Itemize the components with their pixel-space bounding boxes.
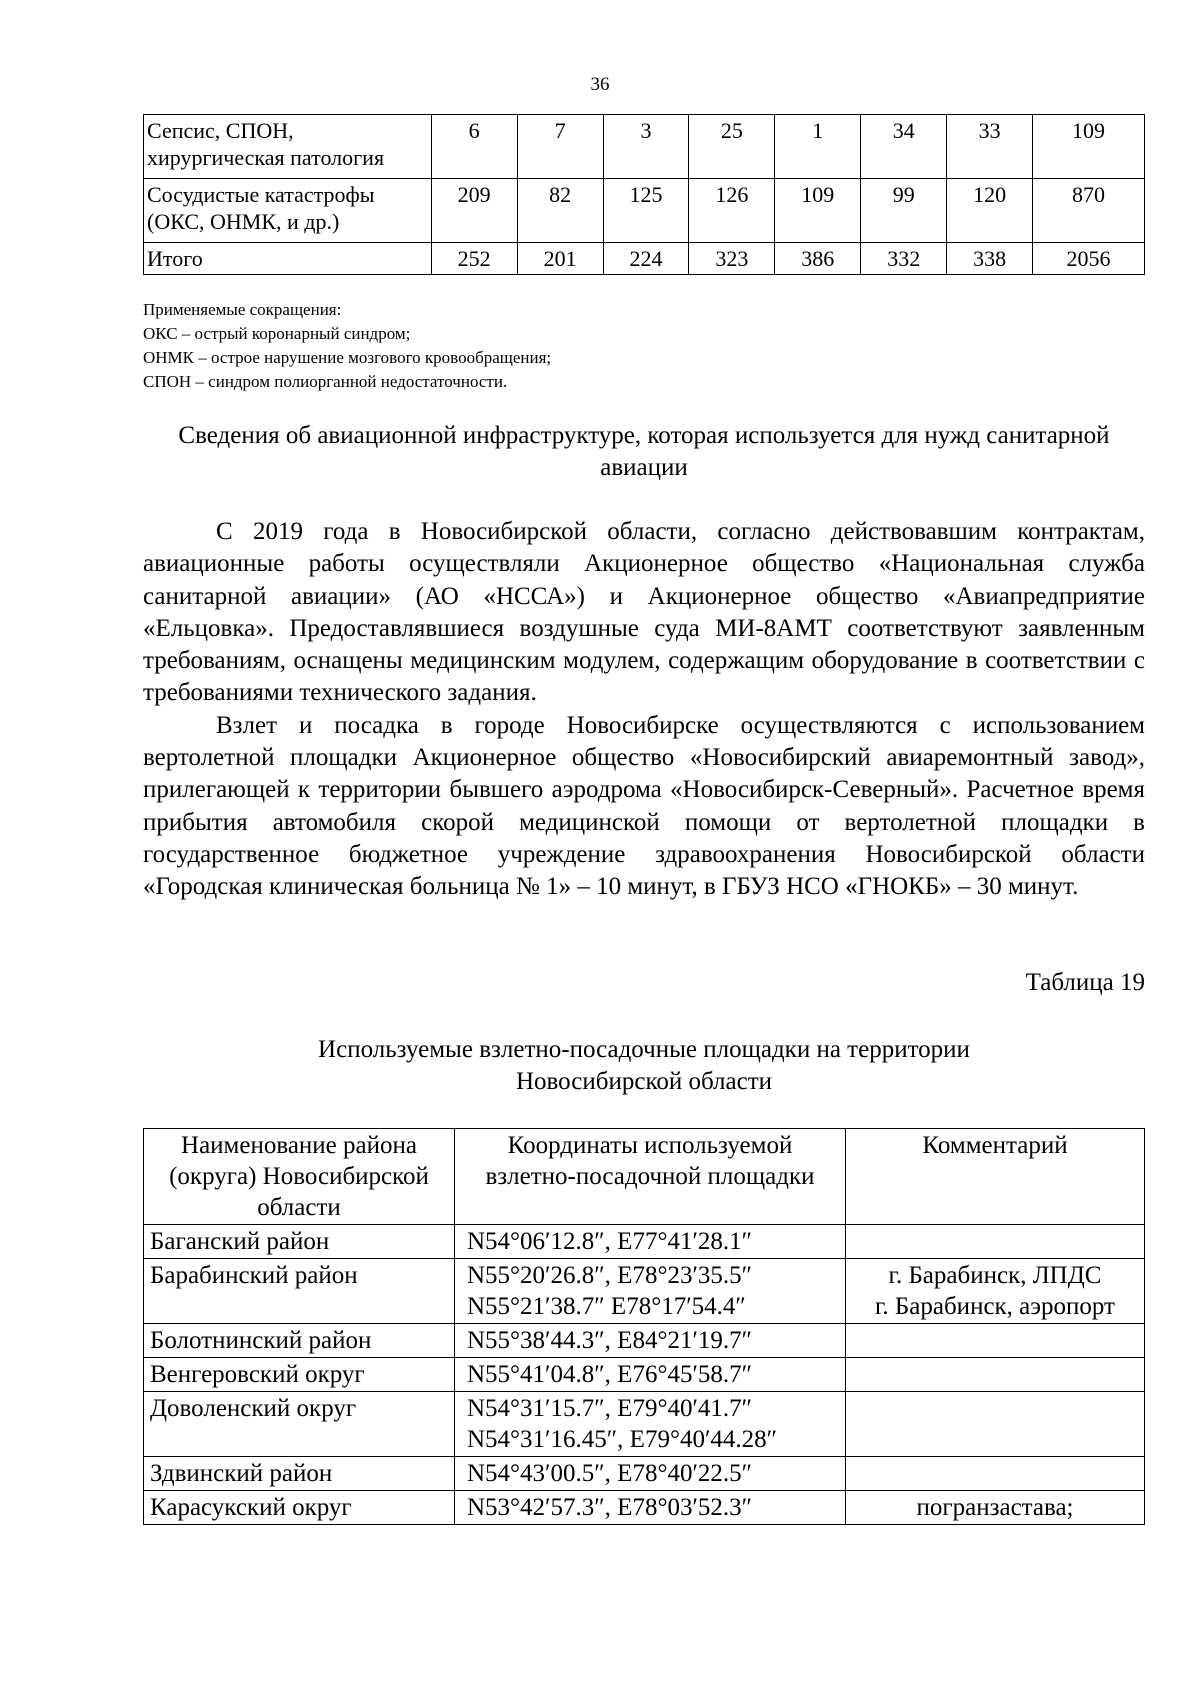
coords-line: N55°41′04.8″, E76°45′58.7″ xyxy=(467,1361,753,1388)
comment-line: погранзастава; xyxy=(916,1494,1074,1521)
coords-line: N55°20′26.8″, E78°23′35.5″ xyxy=(467,1262,753,1289)
cell-value: 209 xyxy=(431,179,517,243)
cell-value: 120 xyxy=(947,179,1033,243)
cell-value: 3 xyxy=(603,115,689,179)
table-row xyxy=(144,1392,1145,1457)
coords-cell xyxy=(455,1358,846,1392)
table-row xyxy=(144,1324,1145,1358)
district-cell: Венгеровский округ xyxy=(144,1358,455,1392)
comment-cell xyxy=(846,1225,1145,1259)
cell-value: 323 xyxy=(689,243,775,275)
table-title xyxy=(143,1034,1145,1098)
cell-value: 332 xyxy=(861,243,947,275)
header-coords: Координаты используемой взлетно-посадочной площадки xyxy=(455,1129,846,1225)
cell-value: 338 xyxy=(947,243,1033,275)
comment-cell xyxy=(846,1491,1145,1525)
coords-cell xyxy=(455,1457,846,1491)
comment-line: г. Барабинск, ЛПДС xyxy=(888,1262,1102,1289)
cell-value: 2056 xyxy=(1033,243,1145,275)
table-label: Таблица 19 xyxy=(1025,969,1145,996)
cell-value: 33 xyxy=(947,115,1033,179)
cell-value: 201 xyxy=(517,243,603,275)
cell-value: 6 xyxy=(431,115,517,179)
row-label: Сепсис, СПОН, хирургическая патология xyxy=(144,115,432,179)
cell-value: 870 xyxy=(1033,179,1145,243)
table-row xyxy=(144,1491,1145,1525)
row-label: Итого xyxy=(144,243,432,275)
abbreviation-item: СПОН – синдром полиорганной недостаточности. xyxy=(143,372,508,391)
cell-value: 224 xyxy=(603,243,689,275)
table-title-line: Используемые взлетно-посадочные площадки на территории xyxy=(318,1036,970,1063)
district-cell: Баганский район xyxy=(144,1225,455,1259)
cell-value: 252 xyxy=(431,243,517,275)
abbreviation-item: ОНМК – острое нарушение мозгового кровообращения; xyxy=(143,348,552,367)
comment-cell xyxy=(846,1358,1145,1392)
abbreviation-item: ОКС – острый коронарный синдром; xyxy=(143,324,411,343)
coords-cell xyxy=(455,1392,846,1457)
district-cell: Болотнинский район xyxy=(144,1324,455,1358)
table-row xyxy=(144,1457,1145,1491)
cell-value: 1 xyxy=(775,115,861,179)
stats-table xyxy=(143,114,1145,275)
cell-value: 82 xyxy=(517,179,603,243)
coords-cell xyxy=(455,1259,846,1324)
header-district: Наименование района (округа) Новосибирской области xyxy=(144,1129,455,1225)
table-row xyxy=(144,179,1145,243)
cell-value: 386 xyxy=(775,243,861,275)
table-row xyxy=(144,1358,1145,1392)
sites-header-row xyxy=(144,1129,1145,1225)
coords-cell xyxy=(455,1491,846,1525)
row-label: Сосудистые катастрофы (ОКС, ОНМК, и др.) xyxy=(144,179,432,243)
coords-line: N54°31′15.7″, E79°40′41.7″ xyxy=(467,1395,753,1422)
district-cell: Доволенский округ xyxy=(144,1392,455,1457)
cell-value: 125 xyxy=(603,179,689,243)
cell-value: 109 xyxy=(775,179,861,243)
coords-line: N54°31′16.45″, E79°40′44.28″ xyxy=(467,1426,778,1453)
table-title-line: Новосибирской области xyxy=(515,1068,773,1095)
table-row xyxy=(144,115,1145,179)
table-row xyxy=(144,1225,1145,1259)
coords-line: N54°43′00.5″, E78°40′22.5″ xyxy=(467,1460,753,1487)
section-title: Сведения об авиационной инфраструктуре, которая используется для нужд санитарной авиации xyxy=(178,422,1110,481)
district-cell: Барабинский район xyxy=(144,1259,455,1324)
cell-value: 109 xyxy=(1033,115,1145,179)
cell-value: 34 xyxy=(861,115,947,179)
comment-cell xyxy=(846,1392,1145,1457)
body-text xyxy=(143,516,1145,904)
coords-line: N53°42′57.3″, E78°03′52.3″ xyxy=(467,1494,753,1521)
cell-value: 99 xyxy=(861,179,947,243)
coords-cell xyxy=(455,1225,846,1259)
abbreviations xyxy=(143,298,551,394)
coords-line: N54°06′12.8″, E77°41′28.1″ xyxy=(467,1228,753,1255)
comment-cell xyxy=(846,1324,1145,1358)
table-row xyxy=(144,1259,1145,1324)
district-cell: Карасукский округ xyxy=(144,1491,455,1525)
comment-cell xyxy=(846,1457,1145,1491)
comment-line: г. Барабинск, аэропорт xyxy=(874,1293,1115,1320)
comment-cell xyxy=(846,1259,1145,1324)
abbreviations-heading: Применяемые сокращения: xyxy=(143,300,342,319)
paragraph: Взлет и посадка в городе Новосибирске осуществляются с использованием вертолетной площадки Акционерное общество «Новосибирский авиаремонтный завод», прилегающей к территории бывшего аэродрома «Новосибирск-Северный». Расчетное время прибытия автомобиля скорой медицинской помощи от вертолетной площадки в государственное бюджетное учреждение здравоохранения Новосибирской области «Городская клиническая больница № 1» – 10 минут, в ГБУЗ НСО «ГНОКБ» – 30 минут. xyxy=(143,711,1145,901)
table-row xyxy=(144,243,1145,275)
district-cell: Здвинский район xyxy=(144,1457,455,1491)
paragraph: С 2019 года в Новосибирской области, согласно действовавшим контрактам, авиационные работы осуществляли Акционерное общество «Национальная служба санитарной авиации» (АО «НССА») и Акционерное общество «Авиапредприятие «Ельцовка». Предоставлявшиеся воздушные суда МИ-8АМТ соответствуют заявленным требованиям, оснащены медицинским модулем, содержащим оборудование в соответствии с требованиями технического задания. xyxy=(143,518,1145,707)
page-number: 36 xyxy=(590,74,610,95)
header-comment: Комментарий xyxy=(846,1129,1145,1225)
coords-cell xyxy=(455,1324,846,1358)
cell-value: 7 xyxy=(517,115,603,179)
sites-table xyxy=(143,1128,1145,1525)
cell-value: 25 xyxy=(689,115,775,179)
coords-line: N55°38′44.3″, E84°21′19.7″ xyxy=(467,1327,753,1354)
cell-value: 126 xyxy=(689,179,775,243)
coords-line: N55°21′38.7″ E78°17′54.4″ xyxy=(467,1293,746,1320)
